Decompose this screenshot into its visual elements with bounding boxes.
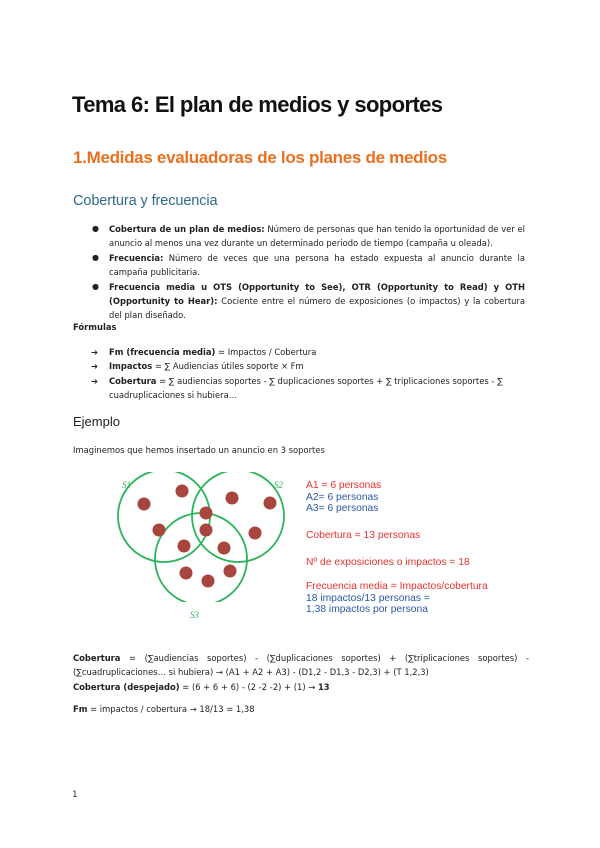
venn-dot [226,492,239,505]
formula-text: = ∑ Audiencias útiles soporte × Fm [152,361,304,372]
result-term: Cobertura (despejado) [73,681,180,692]
result-line-despejado [73,680,529,694]
arrow-right-icon: ➔ [91,347,99,357]
result-term: Fm [73,704,88,714]
list-item [91,280,525,323]
result-text: = impactos / cobertura → 18/13 = 1,38 [87,704,255,714]
legend-audience-a1: A1 = 6 personas [306,480,382,491]
venn-dot [218,542,231,555]
venn-circle-s1 [118,472,210,562]
formula-term: Impactos [109,361,153,372]
list-item [91,359,531,373]
page-number: 1 [72,790,78,800]
venn-dot [264,497,277,510]
example-intro: Imaginemos que hemos insertado un anuncio en 3 soportes [73,445,325,455]
bullet-icon: ● [92,252,99,262]
legend-frecuencia [306,581,488,616]
legend-frecuencia-title: Frecuencia media = Impactos/cobertura [306,581,488,592]
result-term: Cobertura [73,653,121,663]
legend-audiences [306,480,381,515]
legend-cobertura: Cobertura = 13 personas [306,530,421,541]
venn-dot [138,498,151,511]
result-line-fm [73,702,255,716]
venn-label-s1: S1 [122,480,131,490]
subsection-heading-ejemplo: Ejemplo [73,414,120,429]
legend-audience-a2: A2= 6 personas [306,491,379,503]
result-text: = (6 + 6 + 6) - (2 -2 -2) + (1) → [179,681,318,692]
formula-text: = ∑ audiencias soportes - ∑ duplicaciones soportes + ∑ triplicaciones soportes - ∑ cuadruplicaciones si hubiera… [109,375,503,401]
arrow-right-icon: ➔ [91,361,99,372]
venn-dot [200,524,213,537]
formulas-label: Fórmulas [73,322,117,332]
venn-label-s2: S2 [274,480,283,490]
venn-dot [200,507,213,520]
arrow-right-icon: ➔ [91,375,99,386]
venn-dot [180,567,193,580]
list-item [91,345,531,359]
venn-dot [153,524,166,537]
list-item [91,374,531,403]
formula-term: Fm (frecuencia media) [109,347,216,357]
result-block [73,651,529,694]
formula-text: = Impactos / Cobertura [215,347,317,357]
definition-term: Frecuencia media u OTS (Opportunity to See), OTR (Opportunity to Read) y OTH (Opportunity to Hear): [109,281,525,307]
legend-impactos: Nº de exposiciones o impactos = 18 [306,557,470,568]
legend-audience-a3: A3= 6 personas [306,503,379,514]
formulas-list [91,345,531,403]
page-title: Tema 6: El plan de medios y soportes [72,92,443,117]
definition-term: Cobertura de un plan de medios: [109,224,265,234]
venn-dot [176,485,189,498]
venn-dot [202,575,215,588]
definition-text: Cociente entre el número de exposiciones (o impactos) y la cobertura del plan diseñado. [109,296,525,321]
legend-frecuencia-calc: 18 impactos/13 personas = [306,592,430,604]
definition-text: Número de personas que han tenido la oportunidad de ver el anuncio al menos una vez durante un determinado periodo de tiempo (campaña u oleada). [109,224,525,249]
bullet-icon: ● [92,281,99,291]
result-line-cobertura [73,651,529,680]
venn-dot [178,540,191,553]
definitions-list [91,222,525,323]
venn-diagram [108,472,308,602]
list-item [91,251,525,280]
result-value: 13 [317,681,330,692]
formula-term: Cobertura [109,375,157,386]
venn-dot [249,527,262,540]
legend-frecuencia-result: 1,38 impactos por persona [306,604,428,615]
venn-dot [224,565,237,578]
subsection-heading-cobertura: Cobertura y frecuencia [73,193,218,209]
section-heading: 1.Medidas evaluadoras de los planes de medios [73,148,447,167]
list-item [91,222,525,251]
venn-label-s3-text: S3 [190,610,199,620]
definition-text: Número de veces que una persona ha estado expuesta al anuncio durante la campaña publicitaria. [109,252,525,278]
definition-term: Frecuencia: [109,252,164,263]
result-text: = (∑audiencias soportes) - (∑duplicaciones soportes) + (∑triplicaciones soportes) - (∑cuadruplicaciones… si hubiera) → (A1 + A2 + A3) - (D1,2 - D1,3 - D2,3) + (T 1,2,3) [73,653,529,678]
bullet-icon: ● [92,224,99,233]
